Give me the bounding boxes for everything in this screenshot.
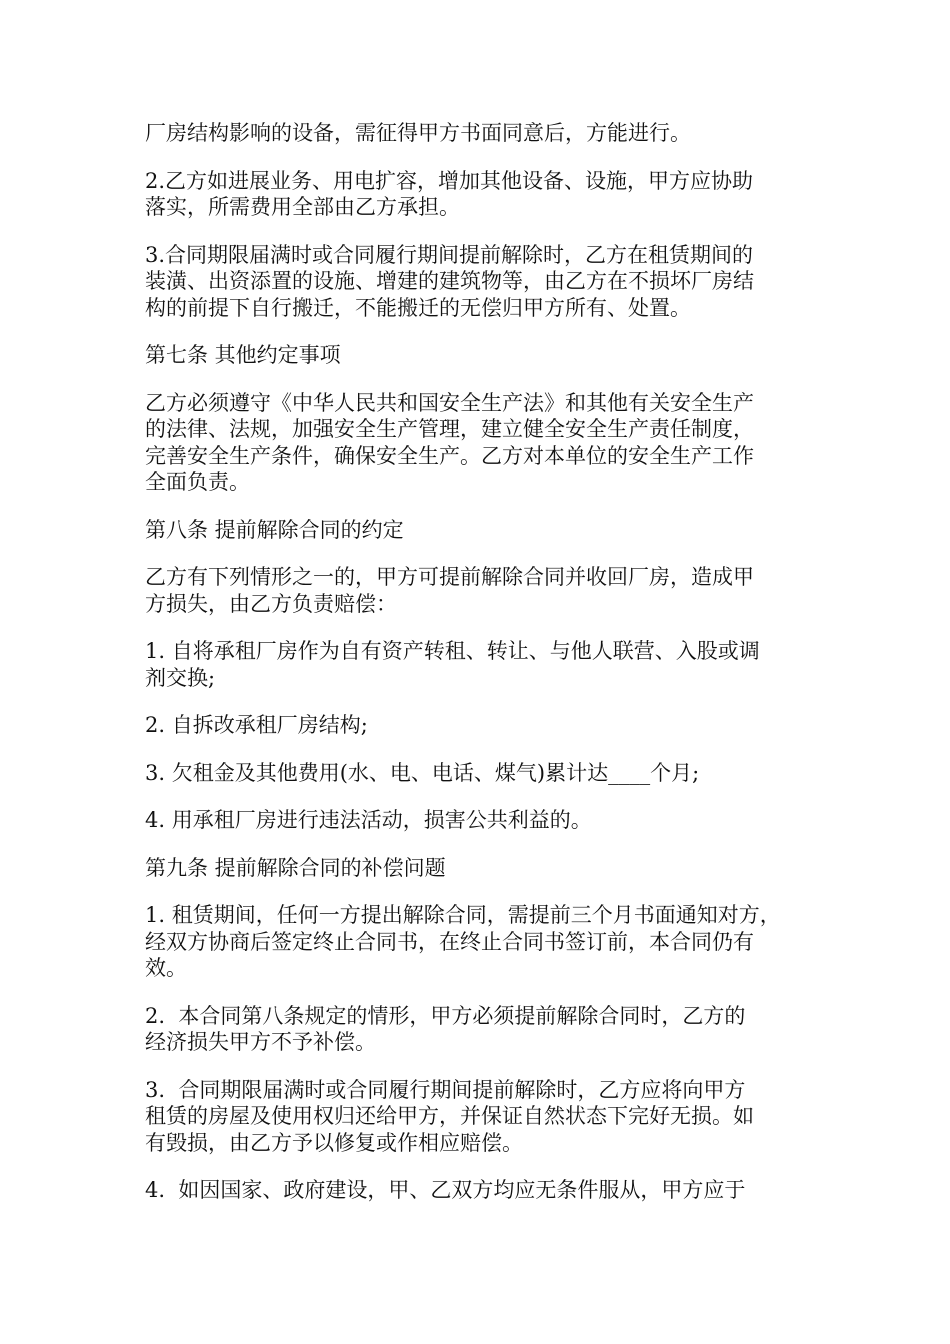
text-line: 有毁损，由乙方予以修复或作相应赔偿。 (145, 1130, 523, 1155)
text-line: 全面负责。 (145, 470, 250, 494)
text-line: 完善安全生产条件，确保安全生产。乙方对本单位的安全生产工作 (145, 443, 754, 468)
text-line: 4. 如因国家、政府建设，甲、乙双方均应无条件服从，甲方应于 (145, 1178, 746, 1202)
paragraph (145, 760, 825, 787)
text-line: 2. 本合同第八条规定的情形，甲方必须提前解除合同时，乙方的 (145, 1003, 746, 1028)
text-line: 厂房结构影响的设备，需征得甲方书面同意后，方能进行。 (145, 121, 691, 145)
paragraph (145, 168, 825, 221)
text-line: 装潢、出资添置的设施、增建的建筑物等，由乙方在不损坏厂房结 (145, 269, 754, 293)
paragraph (145, 517, 825, 544)
paragraph (145, 342, 825, 369)
text-line: 效。 (145, 956, 187, 980)
text-line: 1. 租赁期间，任何一方提出解除合同，需提前三个月书面通知对方， (145, 903, 781, 927)
text-line: 剂交换; (145, 665, 216, 690)
paragraph (145, 712, 825, 739)
paragraph (145, 1177, 825, 1204)
text-line: 3. 欠租金及其他费用(水、电、电话、煤气)累计达____个月; (145, 760, 700, 785)
text-line: 3.合同期限届满时或合同履行期间提前解除时，乙方在租赁期间的 (145, 242, 754, 267)
document-body (145, 120, 825, 1225)
text-line: 第八条 提前解除合同的约定 (145, 517, 404, 542)
paragraph (145, 390, 825, 496)
text-line: 第七条 其他约定事项 (145, 343, 341, 367)
text-line: 经双方协商后签定终止合同书，在终止合同书签订前，本合同仍有 (145, 929, 754, 954)
text-line: 1. 自将承租厂房作为自有资产转租、转让、与他人联营、入股或调 (145, 639, 760, 663)
paragraph (145, 855, 825, 882)
text-line: 租赁的房屋及使用权归还给甲方，并保证自然状态下完好无损。如 (145, 1104, 754, 1128)
paragraph (145, 902, 825, 982)
paragraph (145, 564, 825, 617)
text-line: 第九条 提前解除合同的补偿问题 (145, 855, 446, 880)
text-line: 方损失，由乙方负责赔偿： (145, 591, 397, 616)
text-line: 2.乙方如进展业务、用电扩容，增加其他设备、设施，甲方应协助 (145, 168, 754, 193)
paragraph (145, 638, 825, 691)
text-line: 乙方有下列情形之一的，甲方可提前解除合同并收回厂房，造成甲 (145, 565, 754, 589)
text-line: 乙方必须遵守《中华人民共和国安全生产法》和其他有关安全生产 (145, 390, 754, 415)
text-line: 的法律、法规，加强安全生产管理，建立健全安全生产责任制度， (145, 417, 754, 441)
paragraph (145, 120, 825, 147)
text-line: 构的前提下自行搬迁，不能搬迁的无偿归甲方所有、处置。 (145, 295, 691, 320)
text-line: 4. 用承租厂房进行违法活动，损害公共利益的。 (145, 808, 592, 832)
text-line: 落实，所需费用全部由乙方承担。 (145, 195, 460, 219)
paragraph (145, 1003, 825, 1056)
text-line: 经济损失甲方不予补偿。 (145, 1030, 376, 1054)
paragraph (145, 807, 825, 834)
text-line: 3. 合同期限届满时或合同履行期间提前解除时，乙方应将向甲方 (145, 1077, 746, 1102)
paragraph (145, 1077, 825, 1157)
paragraph (145, 242, 825, 322)
text-line: 2. 自拆改承租厂房结构; (145, 713, 368, 737)
